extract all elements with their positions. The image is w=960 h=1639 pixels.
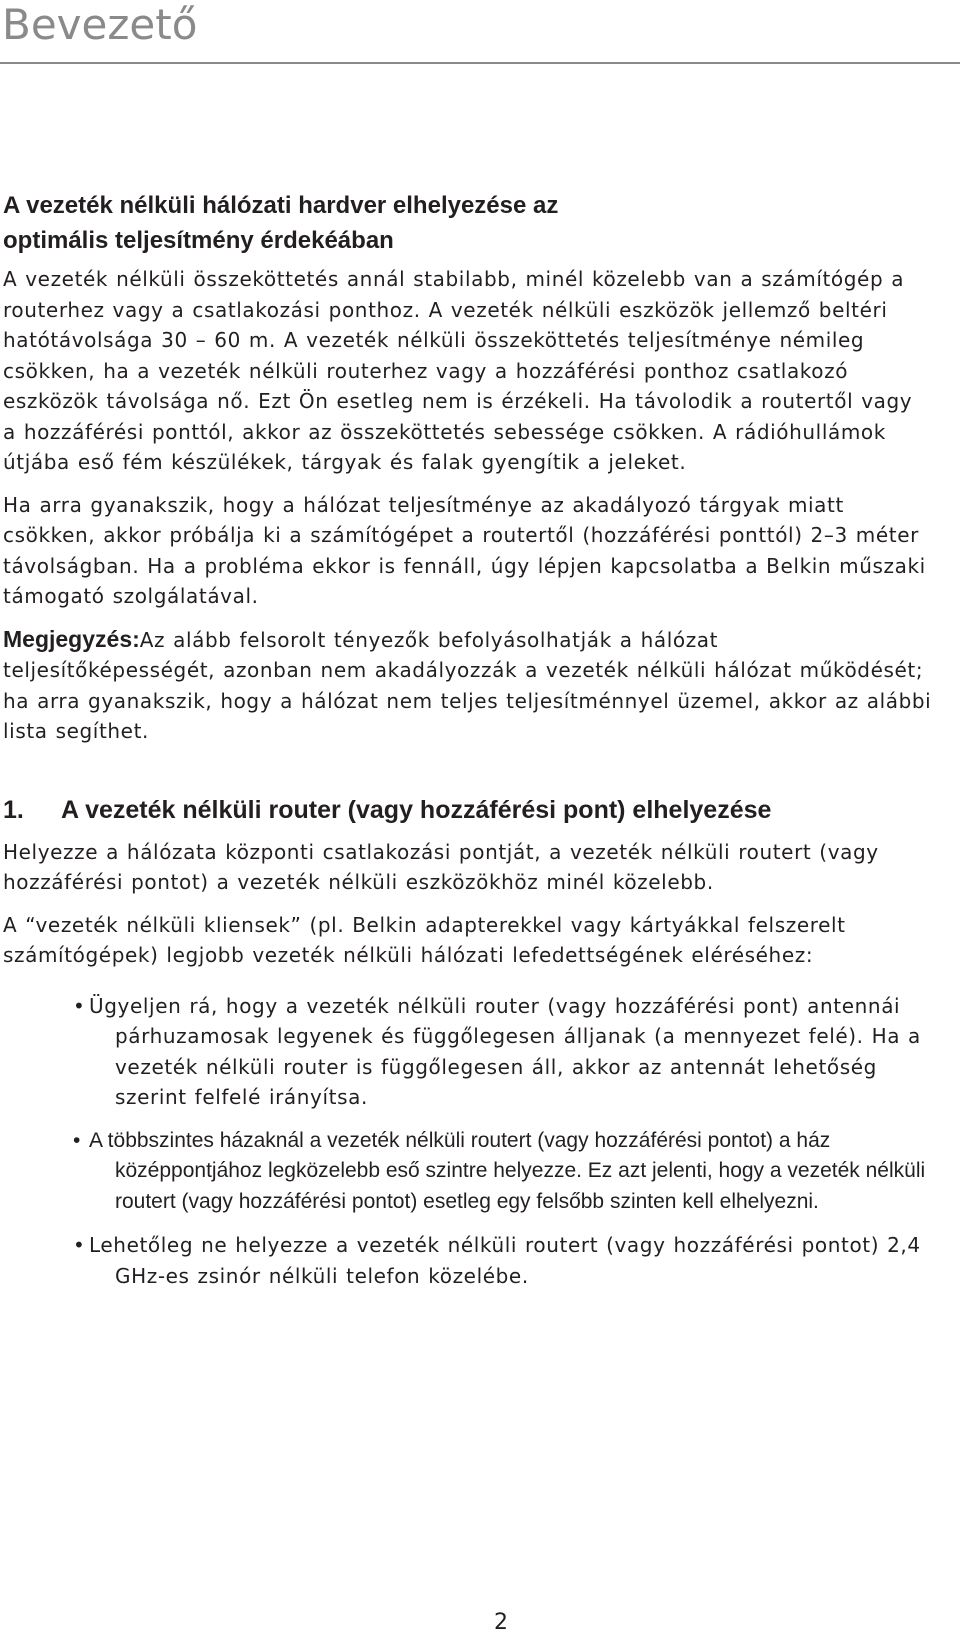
section-heading bbox=[3, 188, 933, 258]
step-paragraph-1: Helyezze a hálózata központi csatlakozási pontját, a vezeték nélküli routert (vagy hozzáférési pontot) a vezeték nélküli eszközökhöz minél közelebb. bbox=[3, 839, 879, 894]
step-heading bbox=[3, 793, 933, 827]
bullet-icon: • bbox=[73, 1233, 86, 1257]
list-item-text: A többszintes házaknál a vezeték nélküli routert (vagy hozzáférési pontot) a ház középpontjához legközelebb eső szintre helyezze. Ez azt jelenti, hogy a vezeték nélküli routert (vagy hozzáférési pontot) esetleg egy felsőbb szinten kell elhelyezni. bbox=[89, 1128, 926, 1213]
note-paragraph bbox=[3, 624, 933, 747]
note-text: Az alább felsorolt tényezők befolyásolhatják a hálózat teljesítőképességét, azonban nem akadályozzák a vezeték nélküli hálózat működését; ha arra gyanakszik, hogy a hálózat nem teljes teljesítménnyel üzemel, akkor az alábbi lista segíthet. bbox=[3, 627, 932, 743]
step-paragraph-2: A “vezeték nélküli kliensek” (pl. Belkin adapterekkel vagy kártyákkal felszerelt számítógépek) legjobb vezeték nélküli hálózati lefedettségének eléréséhez: bbox=[3, 912, 846, 967]
bullet-icon: • bbox=[73, 993, 86, 1018]
intro-paragraph: A vezeték nélküli összeköttetés annál stabilabb, minél közelebb van a számítógép a routerhez vagy a csatlakozási ponthoz. A vezeték nélküli eszközök jellemző beltéri hatótávolsága 30 – 60 m. A vezeték nélküli összeköttetés teljesítménye némileg csökken, ha a vezeték nélküli routerhez vagy a hozzáférési ponthoz csatlakozó eszközök távolsága nő. Ezt Ön esetleg nem is érzékeli. Ha távolodik a routertől vagy a hozzáférési ponttól, akkor az összeköttetés sebessége csökken. A rádióhullámok útjába eső fém készülékek, tárgyak és falak gyengítik a jeleket. bbox=[3, 267, 913, 474]
section-heading-line1: A vezeték nélküli hálózati hardver elhelyezése az bbox=[3, 192, 559, 219]
note-label: Megjegyzés: bbox=[3, 625, 140, 652]
list-item bbox=[3, 991, 933, 1113]
title-divider bbox=[0, 62, 960, 64]
troubleshoot-paragraph: Ha arra gyanakszik, hogy a hálózat teljesítménye az akadályozó tárgyak miatt csökken, akkor próbálja ki a számítógépet a routertől (hozzáférési ponttól) 2–3 méter távolságban. Ha a probléma ekkor is fennáll, úgy lépjen kapcsolatba a Belkin műszaki támogató szolgálatával. bbox=[3, 492, 926, 608]
page-title: Bevezető bbox=[2, 0, 198, 49]
bullet-icon: • bbox=[73, 1128, 81, 1152]
section-heading-line2: optimális teljesítmény érdekéában bbox=[3, 227, 394, 254]
list-item-text: Ügyeljen rá, hogy a vezeték nélküli router (vagy hozzáférési pont) antennái párhuzamosak legyenek és függőlegesen álljanak (a mennyezet felé). Ha a vezeték nélküli router is függőlegesen áll, akkor az antennát lehetőség szerint felfelé irányítsa. bbox=[89, 993, 921, 1109]
step-title: A vezeték nélküli router (vagy hozzáférési pont) elhelyezése bbox=[61, 795, 772, 824]
page-number: 2 bbox=[494, 1610, 508, 1635]
list-item-text: Lehetőleg ne helyezze a vezeték nélküli routert (vagy hozzáférési pontot) 2,4 GHz-es zsinór nélküli telefon közelébe. bbox=[89, 1233, 921, 1288]
placement-tips-list bbox=[3, 991, 933, 1292]
page-content bbox=[3, 188, 933, 1304]
step-number: 1. bbox=[3, 795, 24, 824]
list-item bbox=[3, 1230, 933, 1291]
list-item bbox=[3, 1126, 933, 1218]
